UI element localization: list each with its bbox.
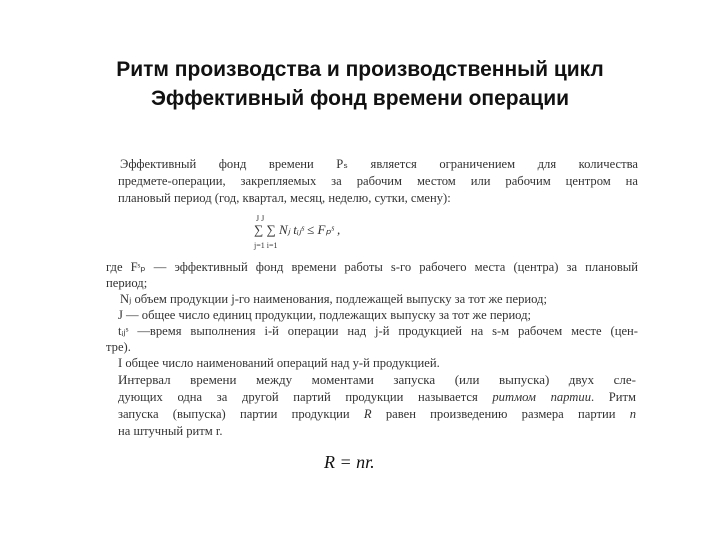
paragraph-1-line-2: предмете-операции, закрепляемых за рабочим местом или рабочим центром на — [118, 174, 638, 188]
paragraph-2-line-4: на штучный ритм r. — [118, 424, 223, 438]
scanned-text-block — [106, 152, 640, 482]
slide-title — [0, 55, 720, 113]
definition-t-line-2: тре). — [106, 340, 131, 354]
constraint-formula — [254, 214, 394, 254]
p2-line-3-text: запуска (выпуска) партии продукции — [118, 407, 364, 421]
paragraph-1-line-1: Эффективный фонд времени Pₛ является ограничением для количества — [120, 157, 638, 171]
formula-upper-limits: J J — [256, 214, 265, 223]
where-line-2: период; — [106, 276, 148, 290]
p2-line-2-text: дующих одна за другой партий продукции называется — [118, 390, 493, 404]
paragraph-2-line-2 — [118, 389, 636, 406]
title-line-1: Ритм производства и производственный цикл — [116, 58, 604, 81]
definition-n: Nⱼ объем продукции j-го наименования, подлежащей выпуску за тот же период; — [120, 292, 547, 306]
paragraph-2-line-3 — [118, 406, 636, 423]
definition-j: J — общее число единиц продукции, подлежащих выпуску за тот же период; — [118, 308, 532, 322]
definition-i: I общее число наименований операций над у-й продукцией. — [118, 356, 440, 370]
where-line-1: где Fˢₚ — эффективный фонд времени работы s-го рабочего места (центра) за плановый — [106, 260, 638, 274]
term-batch-rhythm: ритмом партии — [492, 390, 591, 404]
symbol-n: n — [629, 407, 636, 421]
paragraph-2-line-1: Интервал времени между моментами запуска (или выпуска) двух сле- — [118, 372, 636, 387]
p2-line-2-end: . Ритм — [591, 390, 636, 404]
formula-inequality: ∑ ∑ Nⱼ tᵢⱼˢ ≤ Fₚˢ , — [254, 222, 341, 237]
symbol-r: R — [363, 407, 372, 421]
formula-lower-limits: j=1 i=1 — [254, 241, 278, 250]
title-line-2: Эффективный фонд времени операции — [150, 87, 570, 110]
p2-line-3-mid: равен произведению размера партии — [371, 407, 630, 421]
rhythm-formula: R = nr. — [324, 452, 375, 472]
definition-t-line-1: tᵢⱼˢ —время выполнения i-й операции над j-й продукцией на s-м рабочем месте (цен- — [118, 324, 638, 338]
paragraph-1-line-3: плановый период (год, квартал, месяц, неделю, сутки, смену): — [118, 191, 451, 205]
